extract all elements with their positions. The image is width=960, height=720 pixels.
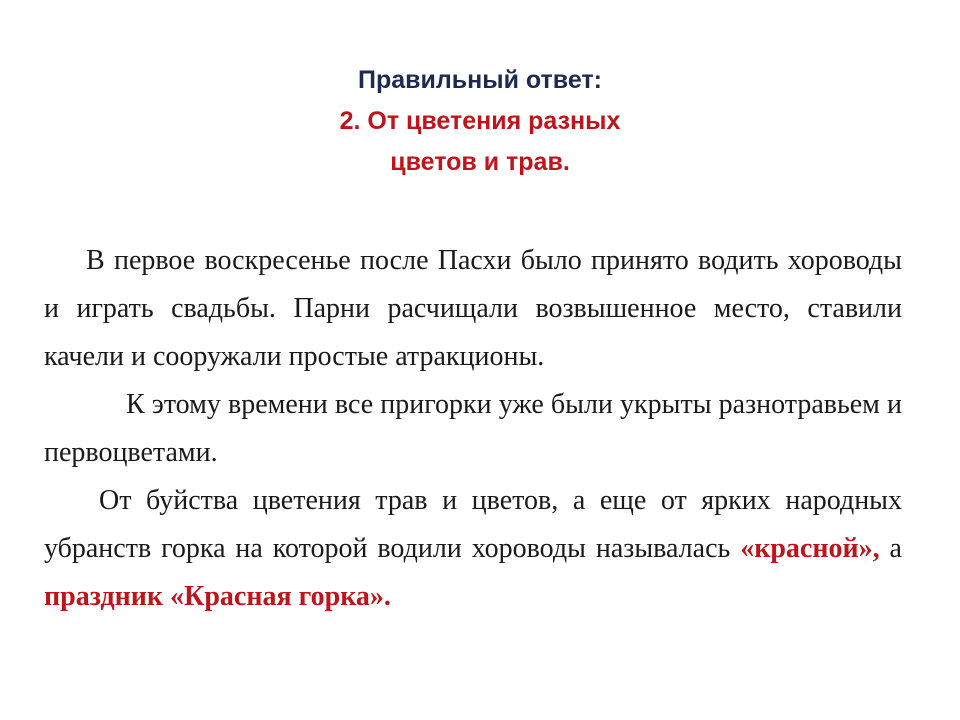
title-block xyxy=(0,60,960,183)
slide-title: Правильный ответ: xyxy=(358,66,602,94)
paragraph-2: К этому времени все пригорки уже были укрыты разнотравьем и первоцветами. xyxy=(44,389,902,468)
paragraph-3-middle: а xyxy=(879,533,902,564)
answer-line-2: цветов и трав. xyxy=(390,148,570,176)
paragraph-3 xyxy=(44,477,902,621)
body-text xyxy=(44,237,902,621)
paragraph-1: В первое воскресенье после Пасхи было принято водить хороводы и играть свадьбы. Парни расчищали возвышенное место, ставили качели и сооружали простые атракционы. xyxy=(44,245,902,372)
highlight-red-word: «красной», xyxy=(740,533,880,564)
paragraph-3-start: От буйства цветения трав и цветов, а еще от ярких народных убранств горка на которой водили хороводы называлась xyxy=(44,485,902,564)
answer-line-1: 2. От цветения разных xyxy=(339,107,621,135)
highlight-holiday-name: праздник «Красная горка». xyxy=(44,581,391,612)
